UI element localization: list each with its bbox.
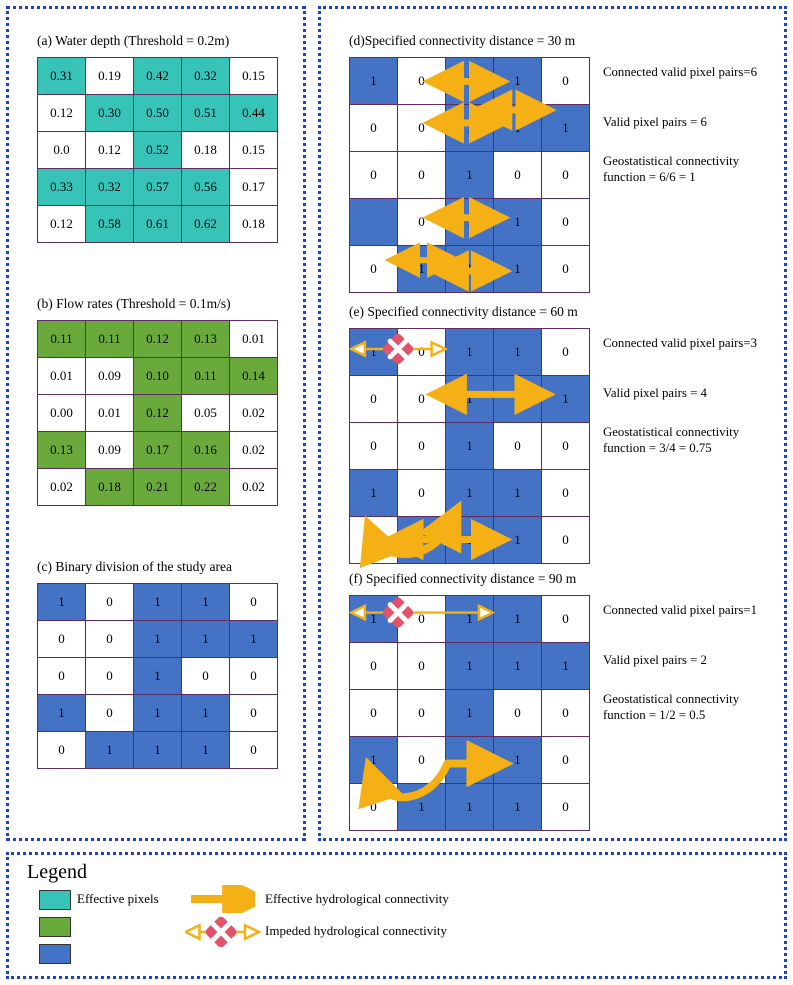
grid-cell: 1 bbox=[542, 643, 590, 690]
grid-cell: 1 bbox=[494, 105, 542, 152]
legend-impeded-arrow-icon bbox=[185, 917, 265, 947]
grid-distance-60 bbox=[349, 328, 590, 564]
legend-swatch-effective-pixels bbox=[39, 890, 71, 910]
grid-distance-30 bbox=[349, 57, 590, 293]
grid-cell: 0 bbox=[494, 690, 542, 737]
grid-cell: 0.30 bbox=[86, 95, 134, 132]
grid-cell: 1 bbox=[494, 784, 542, 831]
grid-cell: 0 bbox=[38, 621, 86, 658]
grid-cell: 0.19 bbox=[86, 58, 134, 95]
grid-cell: 0 bbox=[542, 329, 590, 376]
grid-row bbox=[38, 206, 278, 243]
grid-cell: 0 bbox=[542, 596, 590, 643]
grid-cell: 0 bbox=[542, 152, 590, 199]
grid-cell: 0 bbox=[230, 584, 278, 621]
grid-cell: 0.12 bbox=[38, 95, 86, 132]
grid-cell: 0 bbox=[86, 658, 134, 695]
grid-row bbox=[38, 469, 278, 506]
grid-cell: 0 bbox=[398, 58, 446, 105]
grid-cell: 0.51 bbox=[182, 95, 230, 132]
grid-cell: 0 bbox=[398, 643, 446, 690]
note-e-function: Geostatistical connectivity function = 3/4 = 0.75 bbox=[603, 425, 740, 455]
grid-cell: 1 bbox=[446, 246, 494, 293]
grid-cell: 0.33 bbox=[38, 169, 86, 206]
grid-cell: 0.0 bbox=[38, 132, 86, 169]
grid-cell: 1 bbox=[494, 58, 542, 105]
grid-cell: 0 bbox=[86, 584, 134, 621]
grid-cell: 1 bbox=[350, 737, 398, 784]
grid-cell: 0.16 bbox=[182, 432, 230, 469]
grid-cell: 0 bbox=[494, 423, 542, 470]
grid-row bbox=[38, 584, 278, 621]
grid-cell: 0 bbox=[350, 643, 398, 690]
legend-label-impeded-connectivity: Impeded hydrological connectivity bbox=[265, 923, 447, 938]
grid-cell: 0.02 bbox=[230, 395, 278, 432]
note-d-valid-pairs: Valid pixel pairs = 6 bbox=[603, 115, 707, 129]
grid-cell: 1 bbox=[350, 329, 398, 376]
grid-cell: 0 bbox=[230, 732, 278, 769]
grid-cell: 0.50 bbox=[134, 95, 182, 132]
grid-cell: 0.12 bbox=[134, 395, 182, 432]
grid-cell: 0.11 bbox=[86, 321, 134, 358]
grid-cell: 1 bbox=[446, 152, 494, 199]
grid-flow-rates bbox=[37, 320, 278, 506]
grid-cell: 1 bbox=[134, 658, 182, 695]
grid-row bbox=[350, 329, 590, 376]
grid-row bbox=[38, 169, 278, 206]
grid-cell: 0 bbox=[350, 246, 398, 293]
grid-cell: 0 bbox=[230, 695, 278, 732]
grid-cell: 1 bbox=[230, 621, 278, 658]
grid-water-depth bbox=[37, 57, 278, 243]
grid-cell: 1 bbox=[182, 695, 230, 732]
grid-cell: 1 bbox=[38, 695, 86, 732]
grid-cell: 0.15 bbox=[230, 58, 278, 95]
grid-cell: 0 bbox=[398, 690, 446, 737]
grid-cell: 0 bbox=[398, 152, 446, 199]
grid-cell: 1 bbox=[182, 621, 230, 658]
grid-cell: 0.18 bbox=[86, 469, 134, 506]
grid-cell: 0.09 bbox=[86, 432, 134, 469]
caption-d: (d)Specified connectivity distance = 30 m bbox=[349, 33, 576, 48]
grid-cell: 1 bbox=[350, 596, 398, 643]
grid-cell: 1 bbox=[494, 470, 542, 517]
grid-cell: 0.11 bbox=[38, 321, 86, 358]
grid-row bbox=[38, 621, 278, 658]
grid-cell: 0.13 bbox=[182, 321, 230, 358]
grid-cell: 0.11 bbox=[182, 358, 230, 395]
grid-cell: 0.61 bbox=[134, 206, 182, 243]
grid-cell: 1 bbox=[494, 737, 542, 784]
grid-row bbox=[38, 732, 278, 769]
right-panel bbox=[318, 6, 787, 841]
grid-cell: 1 bbox=[494, 517, 542, 564]
grid-cell: 0 bbox=[350, 152, 398, 199]
grid-cell: 1 bbox=[494, 376, 542, 423]
grid-cell: 0 bbox=[350, 784, 398, 831]
grid-cell: 0.02 bbox=[230, 432, 278, 469]
grid-cell: 1 bbox=[350, 470, 398, 517]
grid-cell: 1 bbox=[446, 376, 494, 423]
grid-cell: 1 bbox=[542, 105, 590, 152]
legend-label-effective-connectivity: Effective hydrological connectivity bbox=[265, 891, 449, 906]
grid-cell: 1 bbox=[446, 329, 494, 376]
grid-cell: 1 bbox=[494, 596, 542, 643]
grid-cell: 0 bbox=[494, 152, 542, 199]
grid-cell: 0.22 bbox=[182, 469, 230, 506]
caption-c: (c) Binary division of the study area bbox=[37, 559, 232, 574]
grid-row bbox=[38, 58, 278, 95]
grid-cell: 1 bbox=[134, 695, 182, 732]
grid-row bbox=[38, 321, 278, 358]
grid-cell: 0 bbox=[542, 199, 590, 246]
grid-row bbox=[350, 423, 590, 470]
note-e-valid-pairs: Valid pixel pairs = 4 bbox=[603, 386, 707, 400]
legend-effective-arrow-icon bbox=[185, 885, 255, 913]
grid-cell: 0.17 bbox=[134, 432, 182, 469]
grid-cell: 0 bbox=[542, 470, 590, 517]
grid-cell: 0.10 bbox=[134, 358, 182, 395]
grid-cell: 0.32 bbox=[182, 58, 230, 95]
note-d-function: Geostatistical connectivity function = 6/6 = 1 bbox=[603, 154, 740, 184]
grid-row bbox=[38, 658, 278, 695]
grid-cell: 0 bbox=[182, 658, 230, 695]
grid-cell: 1 bbox=[494, 199, 542, 246]
grid-cell: 0 bbox=[542, 517, 590, 564]
grid-cell: 0 bbox=[398, 329, 446, 376]
grid-cell: 0.02 bbox=[230, 469, 278, 506]
grid-cell: 0.01 bbox=[86, 395, 134, 432]
grid-cell: 0 bbox=[542, 246, 590, 293]
caption-f: (f) Specified connectivity distance = 90 m bbox=[349, 571, 577, 586]
grid-cell: 0.32 bbox=[86, 169, 134, 206]
grid-cell: 0.31 bbox=[38, 58, 86, 95]
grid-cell: 0 bbox=[398, 423, 446, 470]
grid-row bbox=[38, 695, 278, 732]
grid-cell: 0 bbox=[542, 784, 590, 831]
grid-row bbox=[350, 737, 590, 784]
grid-row bbox=[350, 596, 590, 643]
grid-cell: 1 bbox=[134, 621, 182, 658]
grid-cell: 1 bbox=[134, 584, 182, 621]
grid-cell: 0 bbox=[350, 423, 398, 470]
grid-cell: 0.14 bbox=[230, 358, 278, 395]
grid-cell: 0 bbox=[350, 517, 398, 564]
grid-cell: 1 bbox=[446, 690, 494, 737]
grid-cell: 1 bbox=[494, 329, 542, 376]
grid-distance-90 bbox=[349, 595, 590, 831]
grid-cell: 1 bbox=[446, 199, 494, 246]
legend-panel bbox=[6, 852, 787, 979]
grid-cell: 0.00 bbox=[38, 395, 86, 432]
caption-a: (a) Water depth (Threshold = 0.2m) bbox=[37, 33, 230, 48]
grid-cell: 0.01 bbox=[38, 358, 86, 395]
grid-cell: 1 bbox=[182, 584, 230, 621]
note-f-valid-pairs: Valid pixel pairs = 2 bbox=[603, 653, 707, 667]
grid-cell: 1 bbox=[38, 584, 86, 621]
grid-row bbox=[350, 643, 590, 690]
grid-cell: 0.18 bbox=[182, 132, 230, 169]
grid-cell: 1 bbox=[446, 470, 494, 517]
grid-cell: 0.52 bbox=[134, 132, 182, 169]
grid-row bbox=[350, 517, 590, 564]
caption-e: (e) Specified connectivity distance = 60 m bbox=[349, 304, 578, 319]
legend-label-effective-pixels: Effective pixels bbox=[77, 891, 159, 906]
grid-cell: 0 bbox=[542, 737, 590, 784]
caption-b: (b) Flow rates (Threshold = 0.1m/s) bbox=[37, 296, 231, 311]
note-e-connected-pairs: Connected valid pixel pairs=3 bbox=[603, 336, 757, 350]
grid-cell: 0 bbox=[86, 621, 134, 658]
grid-cell: 0 bbox=[398, 737, 446, 784]
grid-cell: 0.13 bbox=[38, 432, 86, 469]
grid-row bbox=[38, 358, 278, 395]
grid-cell: 1 bbox=[446, 58, 494, 105]
grid-cell: 1 bbox=[446, 105, 494, 152]
grid-row bbox=[350, 690, 590, 737]
note-f-function: Geostatistical connectivity function = 1/2 = 0.5 bbox=[603, 692, 740, 722]
grid-binary-division bbox=[37, 583, 278, 769]
grid-cell: 0.62 bbox=[182, 206, 230, 243]
grid-cell: 1 bbox=[494, 643, 542, 690]
note-f-connected-pairs: Connected valid pixel pairs=1 bbox=[603, 603, 757, 617]
grid-cell: 0 bbox=[350, 105, 398, 152]
grid-cell: 0 bbox=[350, 690, 398, 737]
grid-cell: 1 bbox=[446, 517, 494, 564]
grid-cell: 1 bbox=[398, 246, 446, 293]
left-panel bbox=[6, 6, 306, 841]
grid-cell: 0 bbox=[350, 376, 398, 423]
grid-row bbox=[38, 395, 278, 432]
grid-cell: 1 bbox=[398, 784, 446, 831]
grid-cell: 0.18 bbox=[230, 206, 278, 243]
grid-cell: 0 bbox=[398, 199, 446, 246]
grid-cell: 1 bbox=[398, 517, 446, 564]
grid-cell: 1 bbox=[542, 376, 590, 423]
grid-cell: 0 bbox=[38, 658, 86, 695]
grid-cell: 0.02 bbox=[38, 469, 86, 506]
legend-swatch-blue bbox=[39, 944, 71, 964]
grid-cell: 1 bbox=[446, 423, 494, 470]
grid-cell: 1 bbox=[446, 643, 494, 690]
grid-cell: 1 bbox=[86, 732, 134, 769]
grid-cell: 0.15 bbox=[230, 132, 278, 169]
grid-cell: 0 bbox=[230, 658, 278, 695]
grid-cell: 0.21 bbox=[134, 469, 182, 506]
grid-row bbox=[38, 132, 278, 169]
grid-cell: 0 bbox=[38, 732, 86, 769]
grid-row bbox=[350, 152, 590, 199]
grid-row bbox=[350, 376, 590, 423]
grid-cell: 0 bbox=[398, 470, 446, 517]
grid-cell: 1 bbox=[446, 784, 494, 831]
grid-cell: 0.09 bbox=[86, 358, 134, 395]
grid-row bbox=[38, 432, 278, 469]
grid-cell: 0 bbox=[542, 58, 590, 105]
grid-cell: 0 bbox=[398, 596, 446, 643]
grid-row bbox=[350, 105, 590, 152]
grid-row bbox=[350, 246, 590, 293]
legend-swatch-green bbox=[39, 917, 71, 937]
grid-cell: 0.17 bbox=[230, 169, 278, 206]
grid-cell: 1 bbox=[446, 596, 494, 643]
grid-cell: 1 bbox=[182, 732, 230, 769]
grid-row bbox=[350, 784, 590, 831]
grid-cell: 0.56 bbox=[182, 169, 230, 206]
grid-row bbox=[350, 58, 590, 105]
grid-cell: 0.12 bbox=[134, 321, 182, 358]
grid-cell: 1 bbox=[446, 737, 494, 784]
grid-cell: 0 bbox=[86, 695, 134, 732]
grid-cell: 1 bbox=[134, 732, 182, 769]
grid-cell: 0.12 bbox=[86, 132, 134, 169]
grid-cell bbox=[350, 199, 398, 246]
grid-cell: 1 bbox=[350, 58, 398, 105]
grid-cell: 0.42 bbox=[134, 58, 182, 95]
grid-cell: 0.01 bbox=[230, 321, 278, 358]
grid-row bbox=[350, 470, 590, 517]
grid-cell: 0.12 bbox=[38, 206, 86, 243]
grid-cell: 0.05 bbox=[182, 395, 230, 432]
grid-cell: 0.58 bbox=[86, 206, 134, 243]
legend-title: Legend bbox=[27, 861, 87, 883]
note-d-connected-pairs: Connected valid pixel pairs=6 bbox=[603, 65, 757, 79]
grid-cell: 0 bbox=[398, 376, 446, 423]
grid-cell: 0.44 bbox=[230, 95, 278, 132]
grid-row bbox=[350, 199, 590, 246]
grid-row bbox=[38, 95, 278, 132]
grid-cell: 0 bbox=[542, 690, 590, 737]
grid-cell: 0 bbox=[542, 423, 590, 470]
grid-cell: 0.57 bbox=[134, 169, 182, 206]
grid-cell: 1 bbox=[494, 246, 542, 293]
grid-cell: 0 bbox=[398, 105, 446, 152]
